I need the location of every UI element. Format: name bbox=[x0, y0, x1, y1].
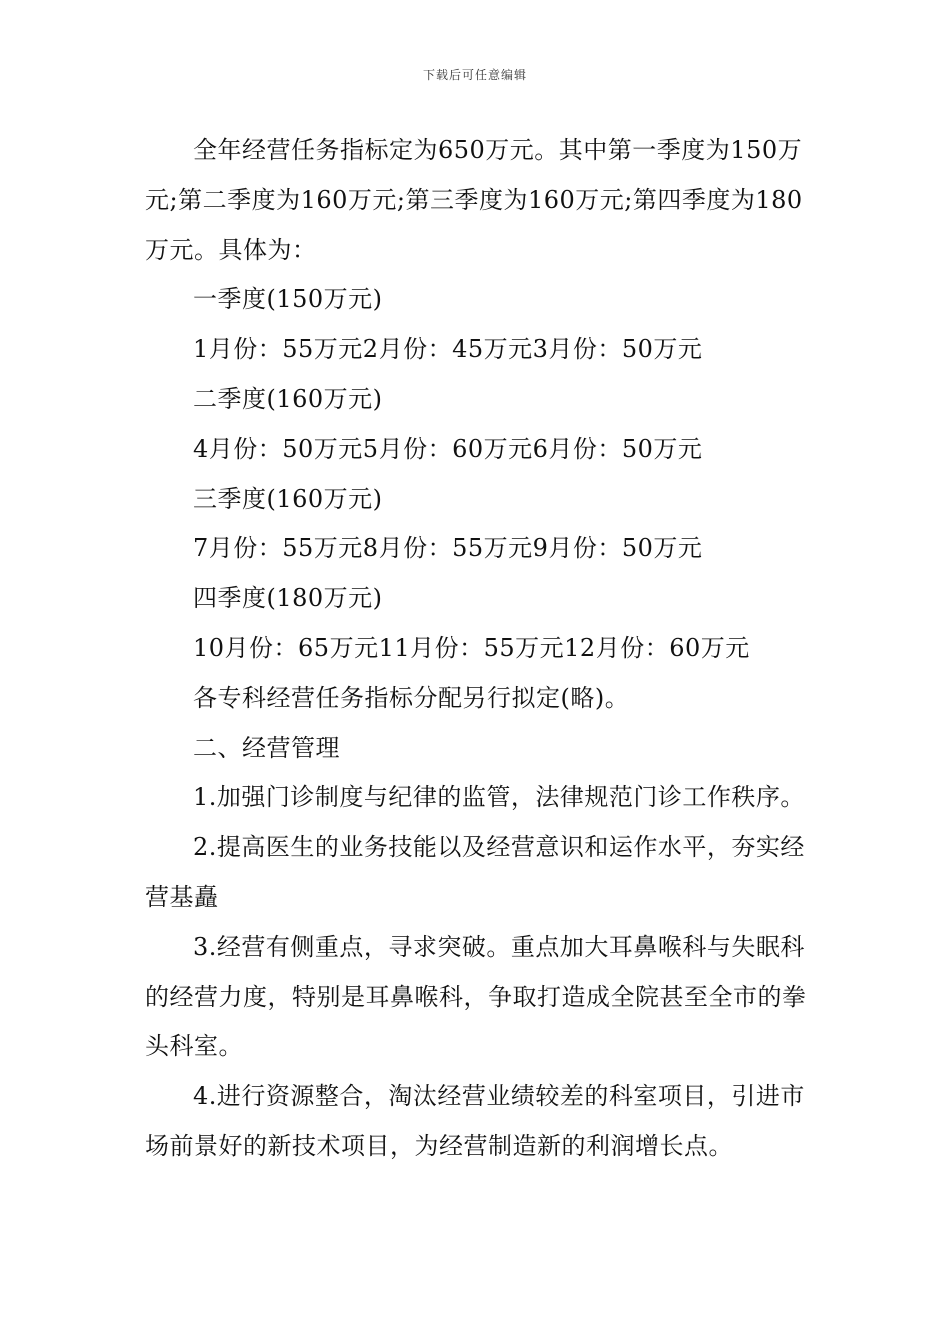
paragraph-q2-months: 4月份：50万元5月份：60万元6月份：50万元 bbox=[193, 434, 703, 463]
header-note: 下载后可任意编辑 bbox=[422, 68, 527, 82]
document-body bbox=[145, 126, 810, 1172]
paragraph-q4-months: 10月份：65万元11月份：55万元12月份：60万元 bbox=[193, 633, 750, 662]
paragraph-annual-target: 全年经营任务指标定为650万元。其中第一季度为150万元;第二季度为160万元;第三季度为160万元;第四季度为180万元。具体为： bbox=[145, 136, 803, 264]
paragraph-q3-months: 7月份：55万元8月份：55万元9月份：50万元 bbox=[193, 534, 703, 563]
paragraph-q4-heading: 四季度(180万元) bbox=[193, 584, 383, 613]
list-item-3: 3.经营有侧重点，寻求突破。重点加大耳鼻喉科与失眠科的经营力度，特别是耳鼻喉科，争取打造成全院甚至全市的拳头科室。 bbox=[145, 932, 807, 1061]
paragraph-department-allocation: 各专科经营任务指标分配另行拟定(略)。 bbox=[193, 683, 630, 712]
section-heading-management: 二、经营管理 bbox=[193, 733, 340, 762]
list-item-1: 1.加强门诊制度与纪律的监管，法律规范门诊工作秩序。 bbox=[193, 783, 805, 812]
paragraph-q1-heading: 一季度(150万元) bbox=[193, 285, 383, 314]
paragraph-q2-heading: 二季度(160万元) bbox=[193, 384, 383, 413]
paragraph-q1-months: 1月份：55万元2月份：45万元3月份：50万元 bbox=[193, 335, 703, 364]
list-item-4: 4.进行资源整合，淘汰经营业绩较差的科室项目，引进市场前景好的新技术项目，为经营制造新的利润增长点。 bbox=[145, 1082, 805, 1160]
paragraph-q3-heading: 三季度(160万元) bbox=[193, 484, 383, 513]
list-item-2: 2.提高医生的业务技能以及经营意识和运作水平，夯实经营基矗 bbox=[145, 833, 805, 911]
